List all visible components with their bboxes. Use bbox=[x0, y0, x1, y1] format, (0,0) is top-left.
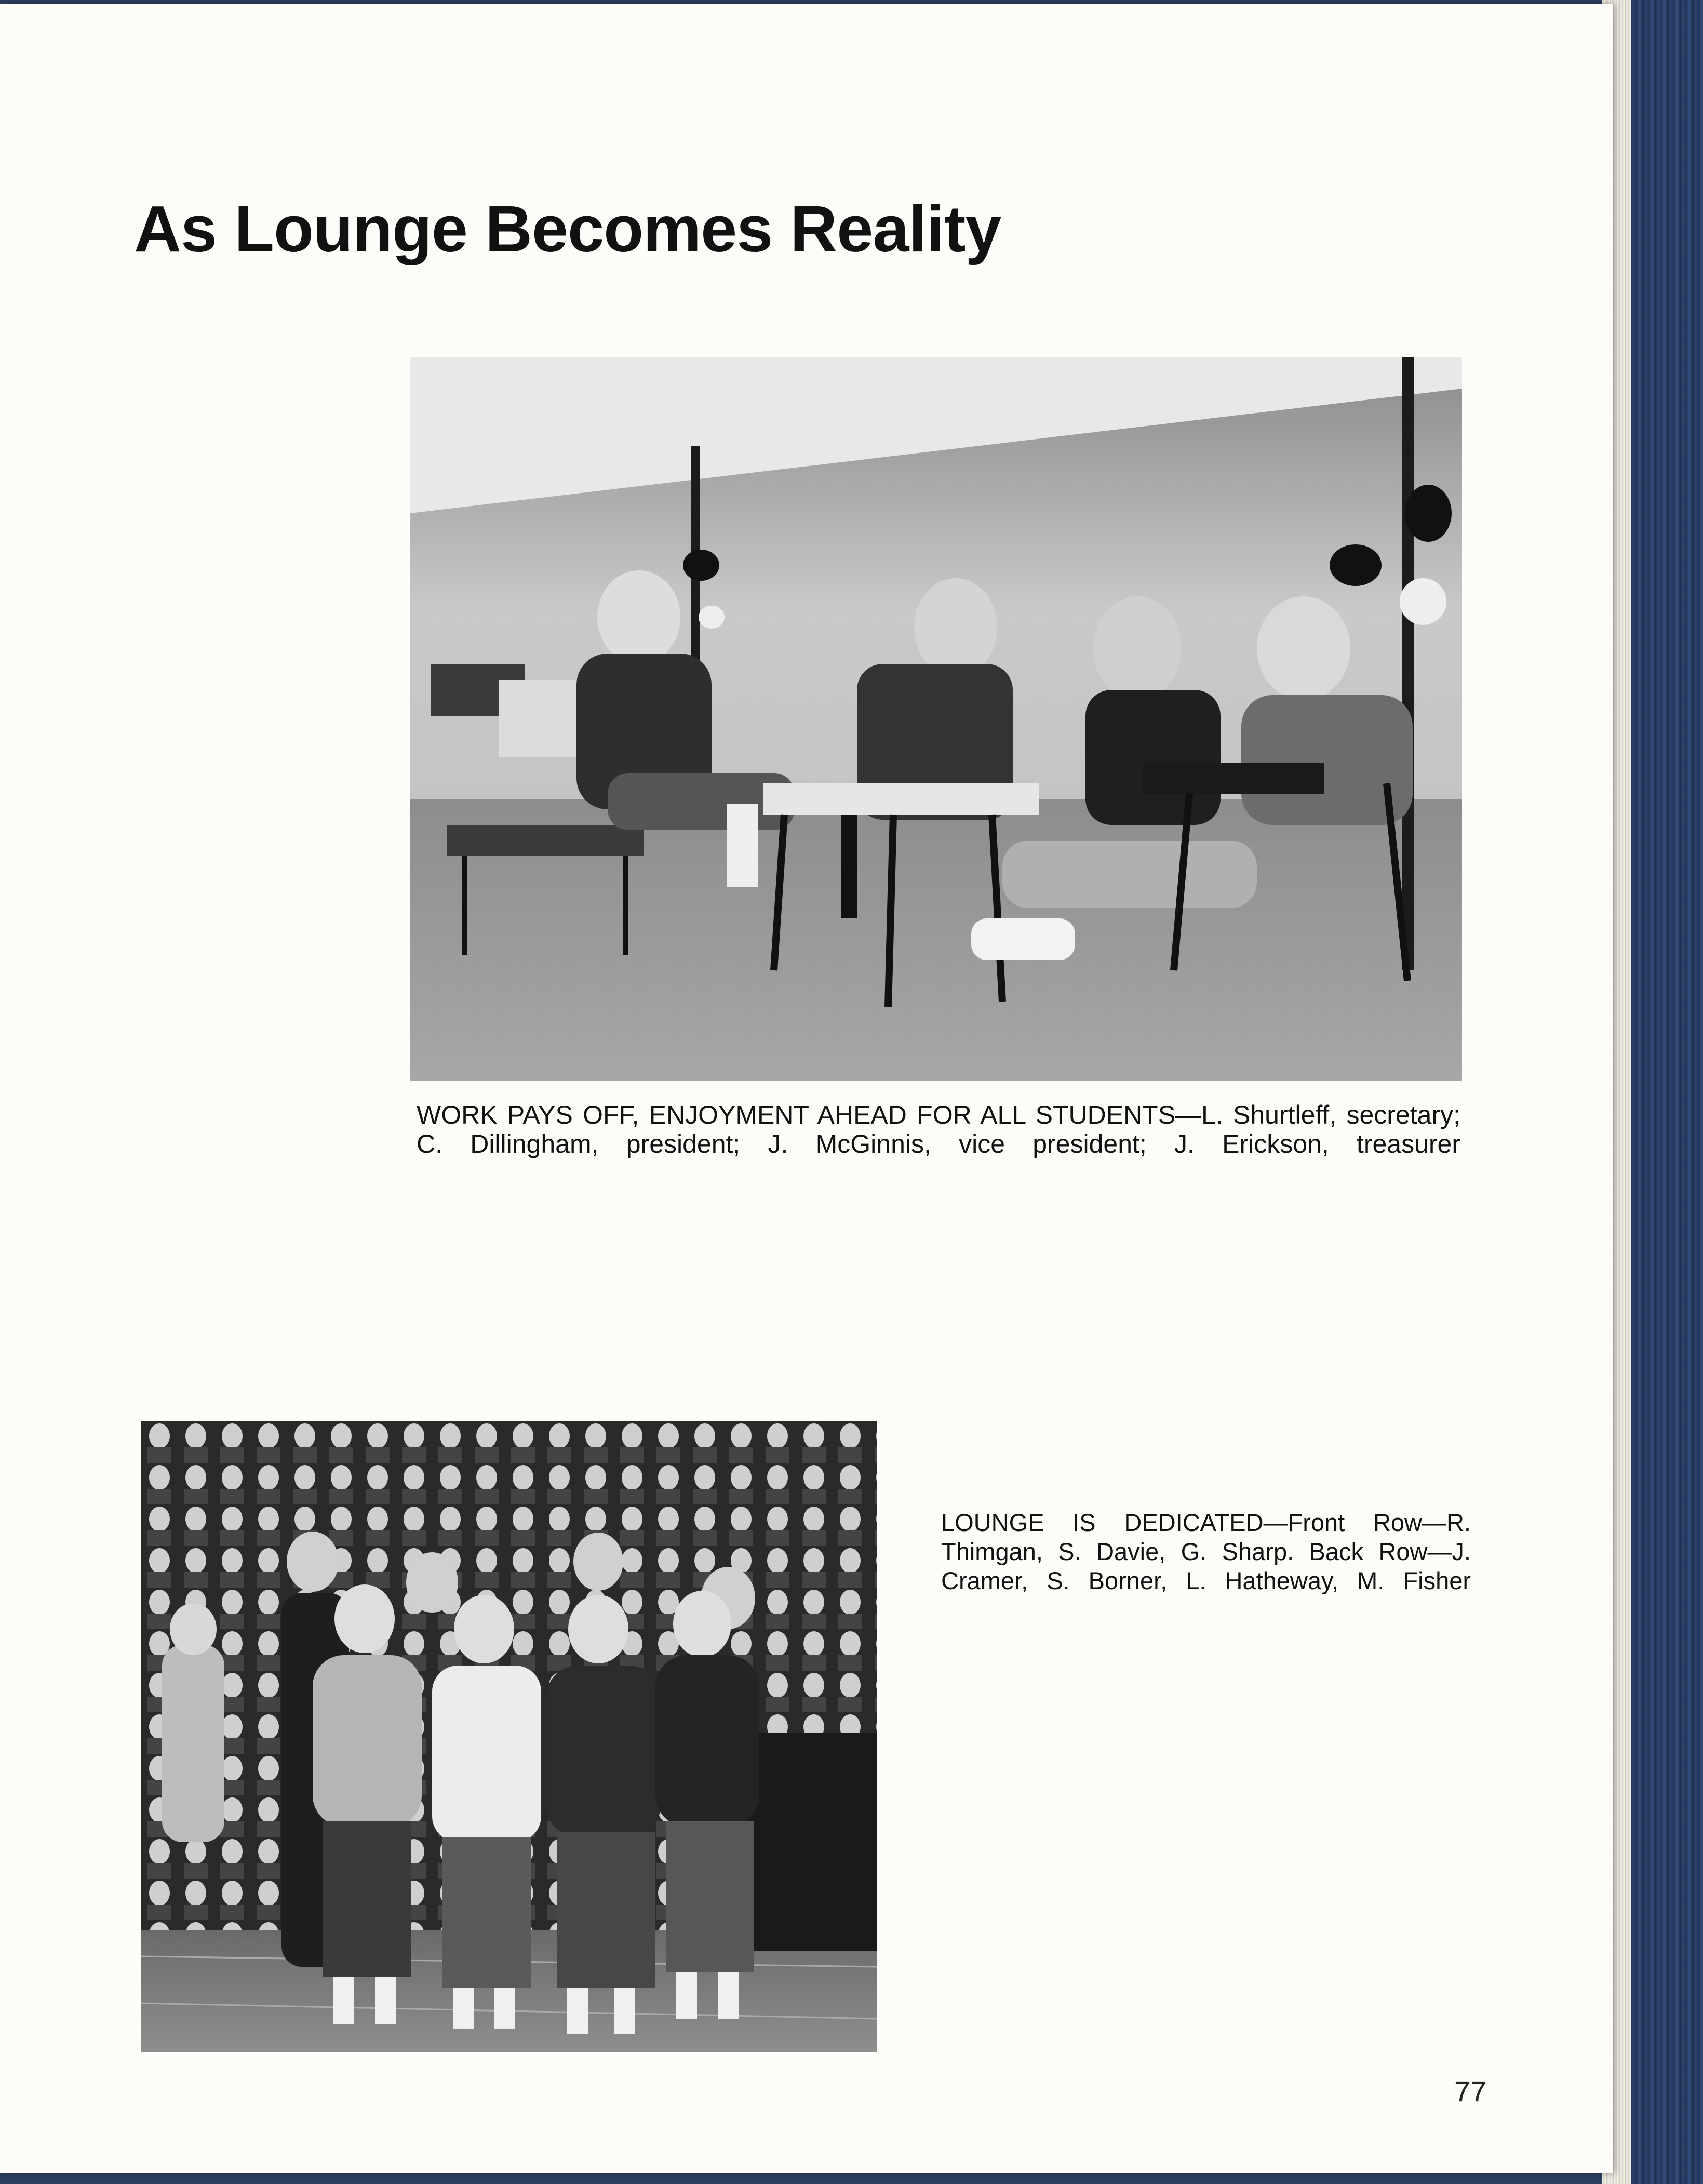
page-number: 77 bbox=[1454, 2075, 1487, 2108]
yearbook-page bbox=[0, 4, 1613, 2173]
lounge-photo-caption: WORK PAYS OFF, ENJOYMENT AHEAD FOR ALL STUDENTS—L. Shurtleff, secretary; C. Dillingham, president; J. McGinnis, vice president; J. Erickson, treasurer bbox=[417, 1100, 1460, 1158]
lounge-photo bbox=[410, 357, 1462, 1081]
dedication-photo-caption: LOUNGE IS DEDICATED—Front Row—R. Thimgan, S. Davie, G. Sharp. Back Row—J. Cramer, S. Borner, L. Hatheway, M. Fisher bbox=[941, 1509, 1471, 1594]
book-binding bbox=[1630, 0, 1703, 2184]
page-title: As Lounge Becomes Reality bbox=[134, 192, 1001, 265]
dedication-photo bbox=[141, 1421, 877, 2052]
